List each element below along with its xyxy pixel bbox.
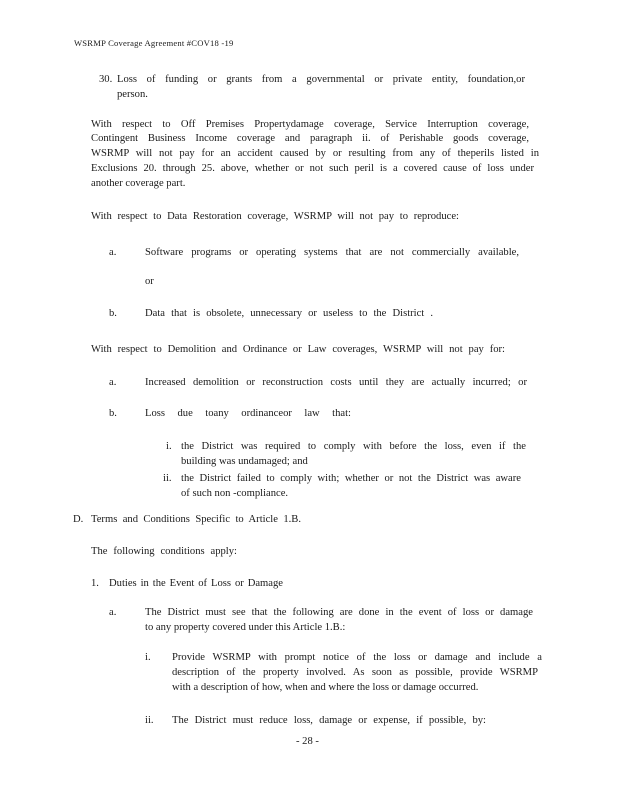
demolition-a-label: a. — [109, 377, 117, 388]
demolition-i-line1: the District was required to comply with before the loss, even if the — [181, 441, 526, 452]
item-30-number: 30. — [99, 74, 113, 85]
data-restoration-b-label: b. — [109, 308, 117, 319]
data-restoration-a-text: Software programs or operating systems that are not commercially available, — [145, 247, 519, 258]
demolition-ii-line2: of such non -compliance. — [181, 488, 289, 499]
off-premises-line2: Contingent Business Income coverage and paragraph ii. of Perishable goods coverage, — [91, 133, 529, 144]
demolition-b-text: Loss due toany ordinanceor law that: — [145, 408, 351, 419]
section-d-i-line2: description of the property involved. As soon as possible, provide WSRMP — [172, 667, 538, 678]
data-restoration-or: or — [145, 276, 154, 287]
demolition-i-label: i. — [166, 441, 172, 452]
demolition-a-text: Increased demolition or reconstruction costs until they are actually incurred; or — [145, 377, 527, 388]
section-d-label: D. — [73, 514, 84, 525]
section-d-a-line1: The District must see that the following are done in the event of loss or damage — [145, 607, 533, 618]
item-30-line1: Loss of funding or grants from a governmental or private entity, foundation,or — [117, 74, 525, 85]
data-restoration-intro: With respect to Data Restoration coverage, WSRMP will not pay to reproduce: — [91, 211, 459, 222]
off-premises-line1: With respect to Off Premises Propertydamage coverage, Service Interruption coverage, — [91, 119, 529, 130]
section-d-i-line1: Provide WSRMP with prompt notice of the loss or damage and include a — [172, 652, 542, 663]
demolition-ii-line1: the District failed to comply with; whether or not the District was aware — [181, 473, 521, 484]
section-d-i-line3: with a description of how, when and where the loss or damage occurred. — [172, 682, 479, 693]
section-d-ii-line1: The District must reduce loss, damage or expense, if possible, by: — [172, 715, 486, 726]
running-header: WSRMP Coverage Agreement #COV18 -19 — [74, 38, 234, 48]
item-30-line2: person. — [117, 89, 148, 100]
section-d-intro: The following conditions apply: — [91, 546, 237, 557]
section-d-a-line2: to any property covered under this Article 1.B.: — [145, 622, 346, 633]
data-restoration-a-label: a. — [109, 247, 117, 258]
off-premises-line4: Exclusions 20. through 25. above, whether or not such peril is a covered cause of loss under — [91, 163, 534, 174]
section-d-ii-label: ii. — [145, 715, 154, 726]
section-d-i-label: i. — [145, 652, 151, 663]
off-premises-line5: another coverage part. — [91, 178, 186, 189]
demolition-ii-label: ii. — [163, 473, 172, 484]
demolition-i-line2: building was undamaged; and — [181, 456, 308, 467]
section-d-item1-title: Duties in the Event of Loss or Damage — [109, 578, 283, 589]
section-d-title: Terms and Conditions Specific to Article 1.B. — [91, 514, 301, 525]
page-number: - 28 - — [296, 736, 319, 747]
off-premises-line3: WSRMP will not pay for an accident caused by or resulting from any of theperils listed in — [91, 148, 539, 159]
section-d-a-label: a. — [109, 607, 117, 618]
demolition-b-label: b. — [109, 408, 117, 419]
data-restoration-b-text: Data that is obsolete, unnecessary or useless to the District . — [145, 308, 433, 319]
section-d-item1-label: 1. — [91, 578, 99, 589]
demolition-intro: With respect to Demolition and Ordinance or Law coverages, WSRMP will not pay for: — [91, 344, 505, 355]
